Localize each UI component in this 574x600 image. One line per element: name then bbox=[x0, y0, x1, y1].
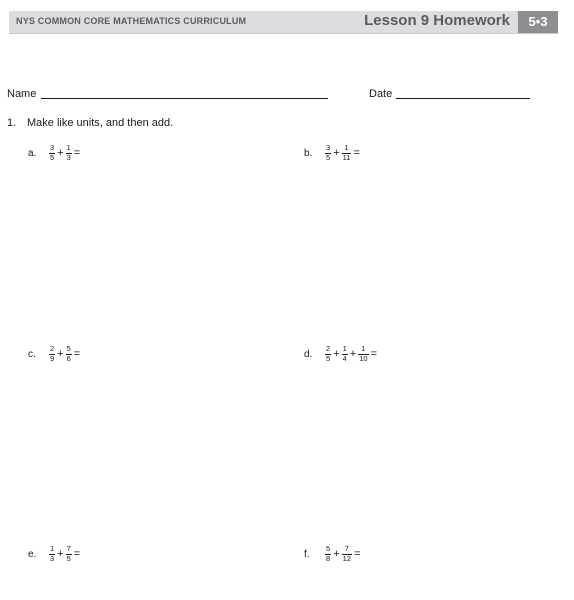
fraction bbox=[49, 144, 55, 162]
problem-c bbox=[28, 339, 81, 369]
denominator: 12 bbox=[342, 554, 351, 563]
plus-sign: + bbox=[333, 348, 340, 360]
curriculum-title: NYS COMMON CORE MATHEMATICS CURRICULUM bbox=[16, 16, 247, 26]
denominator: 11 bbox=[342, 153, 351, 162]
fraction bbox=[342, 545, 352, 563]
fraction bbox=[325, 345, 331, 363]
numerator: 2 bbox=[326, 344, 331, 353]
problem-e bbox=[28, 539, 81, 569]
fraction bbox=[49, 545, 55, 563]
denominator: 9 bbox=[50, 354, 55, 363]
numerator: 7 bbox=[344, 544, 349, 553]
denominator: 5 bbox=[326, 354, 331, 363]
numerator: 5 bbox=[326, 544, 331, 553]
denominator: 5 bbox=[66, 554, 71, 563]
plus-sign: + bbox=[57, 548, 64, 560]
fraction bbox=[66, 545, 72, 563]
denominator: 6 bbox=[66, 354, 71, 363]
denominator: 4 bbox=[342, 354, 347, 363]
fraction bbox=[325, 144, 331, 162]
equals-sign: = bbox=[353, 147, 360, 159]
problem-letter: c. bbox=[28, 348, 36, 360]
header-bar bbox=[9, 11, 558, 34]
equals-sign: = bbox=[73, 348, 81, 360]
plus-sign: + bbox=[57, 147, 64, 159]
denominator: 10 bbox=[359, 354, 368, 363]
plus-sign: + bbox=[57, 348, 64, 360]
denominator: 3 bbox=[50, 554, 55, 563]
question-1 bbox=[7, 117, 173, 129]
fraction bbox=[342, 144, 352, 162]
question-prompt: Make like units, and then add. bbox=[27, 117, 174, 129]
numerator: 3 bbox=[326, 143, 331, 152]
denominator: 3 bbox=[66, 153, 71, 162]
numerator: 2 bbox=[50, 344, 55, 353]
plus-sign: + bbox=[333, 147, 340, 159]
question-number: 1. bbox=[7, 117, 17, 129]
equals-sign: = bbox=[353, 548, 361, 560]
denominator: 5 bbox=[50, 153, 55, 162]
name-line[interactable] bbox=[41, 98, 328, 99]
date-line[interactable] bbox=[396, 98, 530, 99]
fraction bbox=[66, 144, 72, 162]
equals-sign: = bbox=[73, 147, 81, 159]
equals-sign: = bbox=[370, 348, 377, 360]
numerator: 1 bbox=[361, 344, 366, 353]
plus-sign: + bbox=[333, 548, 340, 560]
numerator: 1 bbox=[342, 344, 347, 353]
numerator: 1 bbox=[344, 143, 349, 152]
numerator: 1 bbox=[50, 544, 55, 553]
denominator: 5 bbox=[326, 153, 331, 162]
problem-b bbox=[304, 138, 361, 168]
problem-d bbox=[304, 339, 378, 369]
lesson-title: Lesson 9 Homework bbox=[364, 12, 510, 29]
problem-letter: b. bbox=[304, 147, 313, 159]
problem-letter: e. bbox=[28, 548, 37, 560]
fraction bbox=[358, 345, 368, 363]
fraction bbox=[66, 345, 72, 363]
module-badge: 5•3 bbox=[518, 11, 558, 33]
denominator: 8 bbox=[326, 554, 331, 563]
numerator: 5 bbox=[66, 344, 71, 353]
problem-letter: a. bbox=[28, 147, 37, 159]
problem-letter: f. bbox=[304, 548, 310, 560]
equals-sign: = bbox=[73, 548, 81, 560]
fraction bbox=[342, 345, 348, 363]
fraction bbox=[49, 345, 55, 363]
problem-f bbox=[304, 539, 361, 569]
plus-sign: + bbox=[349, 348, 357, 360]
date-label: Date bbox=[369, 88, 393, 100]
numerator: 3 bbox=[50, 143, 55, 152]
problem-letter: d. bbox=[304, 348, 313, 360]
numerator: 1 bbox=[66, 143, 71, 152]
problem-a bbox=[28, 138, 81, 168]
name-label: Name bbox=[7, 88, 37, 100]
numerator: 7 bbox=[66, 544, 71, 553]
fraction bbox=[325, 545, 331, 563]
